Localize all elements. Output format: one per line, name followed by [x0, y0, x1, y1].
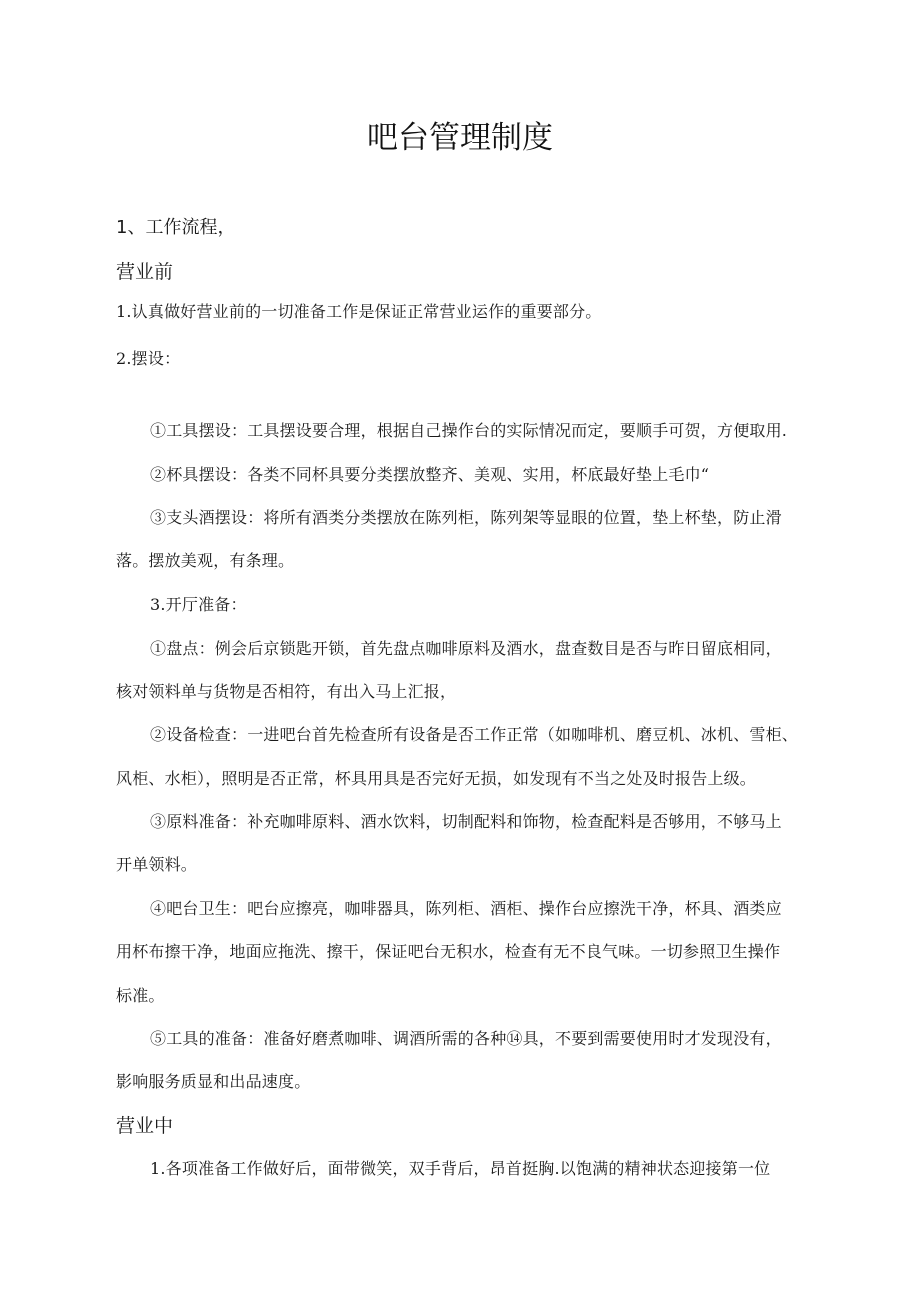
item-wine-setup-line1: ③支头酒摆设：将所有酒类分类摆放在陈列柜，陈列架等显眼的位置，垫上杯垫，防止滑: [150, 508, 782, 527]
item-material-line1: ③原料准备：补充咖啡原料、酒水饮料，切制配料和饰物，检查配料是否够用，不够马上: [150, 812, 782, 831]
item-equipment-line2: 风柜、水柜），照明是否正常，杯具用具是否完好无损，如发现有不当之处及时报告上级。: [116, 769, 757, 788]
item-equipment-line1: ②设备检查：一进吧台首先检查所有设备是否工作正常（如咖啡机、磨豆机、冰机、雪柜、: [150, 725, 799, 744]
item-tools-prep-line1: ⑤工具的准备：准备好磨煮咖啡、调酒所需的各种⑭具，不要到需要使用时才发现没有，: [150, 1029, 782, 1048]
item-hygiene-line1: ④吧台卫生：吧台应擦亮，咖啡器具，陈列柜、酒柜、操作台应擦洗干净，杯具、酒类应: [150, 899, 782, 918]
item-inventory-line2: 核对领料单与货物是否相符，有出入马上汇报，: [116, 682, 457, 701]
heading-during-business: 营业中: [116, 1115, 174, 1137]
paragraph-during-line1: 1.各项准备工作做好后，面带微笑，双手背后，昂首挺胸.以饱满的精神状态迎接第一位: [150, 1159, 771, 1178]
heading-before-business: 营业前: [116, 261, 174, 283]
item-hygiene-line3: 标准。: [116, 986, 165, 1005]
item-inventory-line1: ①盘点：例会后京锁匙开锁，首先盘点咖啡原料及酒水，盘查数目是否与昨日留底相同，: [150, 639, 782, 658]
paragraph-opening-prep: 3.开厅准备：: [150, 595, 247, 614]
paragraph-setup: 2.摆设：: [116, 349, 181, 368]
page-title: 吧台管理制度: [367, 120, 553, 156]
item-hygiene-line2: 用杯布擦干净，地面应拖洗、擦干，保证吧台无积水，检查有无不良气味。一切参照卫生操作: [116, 942, 781, 961]
item-tools-setup: ①工具摆设：工具摆设要合理，根据自己操作台的实际情况而定，要顺手可贺，方便取用.: [150, 421, 788, 440]
item-cups-setup: ②杯具摆设：各类不同杯具要分类摆放整齐、美观、实用，杯底最好垫上毛巾“: [150, 465, 710, 484]
item-tools-prep-line2: 影响服务质显和出品速度。: [116, 1072, 311, 1091]
paragraph-preparation: 1.认真做好营业前的一切准备工作是保证正常营业运作的重要部分。: [116, 302, 602, 321]
item-wine-setup-line2: 落。摆放美观，有条理。: [116, 551, 295, 570]
item-material-line2: 开单领料。: [116, 855, 198, 874]
section-work-process: 1、工作流程，: [116, 217, 236, 238]
